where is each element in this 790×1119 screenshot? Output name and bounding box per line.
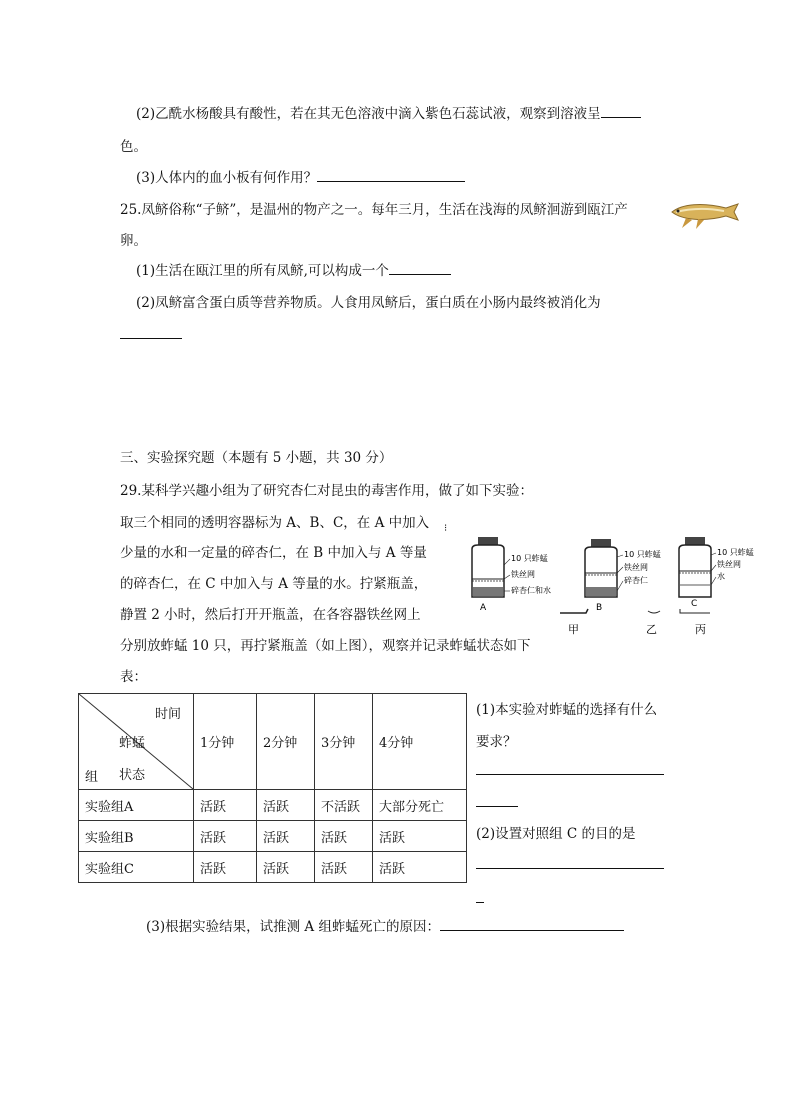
- q29-part3: (3)根据实验结果，试推测 A 组蚱蜢死亡的原因：: [146, 915, 624, 935]
- table-row-group: 实验组A: [79, 790, 194, 821]
- table-cell: 活跃: [315, 852, 373, 883]
- table-row-group: 实验组C: [79, 852, 194, 883]
- corner-state-label: 状态: [119, 768, 146, 783]
- label-b-mesh: 铁丝网: [624, 563, 648, 572]
- jar-c: [679, 537, 716, 597]
- table-cell: 活跃: [257, 852, 315, 883]
- answer-blank[interactable]: [389, 260, 451, 275]
- table-header: 4分钟: [373, 694, 467, 790]
- q29-body-line: 取三个相同的透明容器标为 A、B、C，在 A 中加入: [120, 515, 430, 531]
- label-c-grasshoppers: 10 只蚱蜢: [717, 548, 754, 557]
- results-table: [78, 693, 467, 883]
- caption-jia: 甲: [568, 623, 579, 636]
- table-cell: 活跃: [194, 852, 257, 883]
- experiment-figure: [460, 535, 760, 645]
- table-cell: 活跃: [257, 790, 315, 821]
- q29-body-line: 少量的水和一定量的碎杏仁，在 B 中加入与 A 等量: [120, 545, 427, 561]
- q25-stem-line2: 卵。: [120, 233, 147, 249]
- q29-body-line: 分别放蚱蜢 10 只，再拧紧瓶盖（如上图），观察并记录蚱蜢状态如下: [120, 638, 531, 654]
- table-row: [79, 852, 467, 883]
- label-a-mesh: 铁丝网: [511, 570, 535, 579]
- label-c-mesh: 铁丝网: [717, 560, 741, 569]
- fish-illustration: [668, 198, 740, 230]
- q25-stem-line1: 25.凤鲚俗称“子鲚”，是温州的物产之一。每年三月，生活在浅海的凤鲚洄游到瓯江产: [120, 202, 628, 218]
- section-title: 三、实验探究题（本题有 5 小题，共 30 分）: [120, 450, 393, 466]
- label-c-content: 水: [717, 572, 725, 581]
- table-row: [79, 821, 467, 852]
- q24-part2-line1: (2)乙酰水杨酸具有酸性，若在其无色溶液中滴入紫色石蕊试液，观察到溶液呈: [136, 102, 641, 122]
- corner-group-label: 组: [85, 770, 99, 785]
- q25-part1: (1)生活在瓯江里的所有凤鲚,可以构成一个: [136, 259, 451, 279]
- q25-part2: (2)凤鲚富含蛋白质等营养物质。人食用凤鲚后，蛋白质在小肠内最终被消化为: [136, 295, 601, 311]
- stand-bing: [680, 609, 710, 613]
- table-header: 2分钟: [257, 694, 315, 790]
- jar-b: [585, 539, 623, 597]
- table-row: [79, 790, 467, 821]
- q29-stem: 29.某科学兴趣小组为了研究杏仁对昆虫的毒害作用，做了如下实验：: [120, 483, 533, 499]
- answer-blank[interactable]: [120, 338, 182, 339]
- corner-grasshopper-label: 蚱蜢: [119, 736, 146, 751]
- answer-blank[interactable]: [440, 916, 624, 931]
- label-b-grasshoppers: 10 只蚱蜢: [624, 550, 661, 559]
- table-header-row: [79, 694, 467, 790]
- q24-part3: (3)人体内的血小板有何作用？: [136, 166, 465, 186]
- table-cell: 活跃: [194, 790, 257, 821]
- answer-blank[interactable]: [476, 774, 664, 775]
- q29-side-q1-line2: 要求？: [476, 734, 517, 750]
- q29-side-q1-line1: (1)本实验对蚱蜢的选择有什么: [476, 702, 658, 718]
- q29-body-line: 静置 2 小时，然后打开开瓶盖，在各容器铁丝网上: [120, 607, 421, 623]
- table-header: 3分钟: [315, 694, 373, 790]
- stand-jia: [560, 609, 588, 613]
- figure-mark: ⁝: [444, 523, 448, 534]
- corner-time-label: 时间: [155, 707, 182, 722]
- q29-side-q2: (2)设置对照组 C 的目的是: [476, 826, 636, 842]
- table-row-group: 实验组B: [79, 821, 194, 852]
- caption-bing: 丙: [695, 623, 706, 636]
- table-cell: 活跃: [373, 821, 467, 852]
- jar-letter-c: C: [691, 599, 698, 609]
- table-cell: 活跃: [315, 821, 373, 852]
- answer-blank[interactable]: [476, 868, 664, 869]
- jar-letter-a: A: [480, 603, 487, 613]
- answer-blank[interactable]: [601, 103, 641, 118]
- table-cell: 大部分死亡: [373, 790, 467, 821]
- label-a-grasshoppers: 10 只蚱蜢: [511, 554, 548, 563]
- q29-body-line: 的碎杏仁，在 C 中加入与 A 等量的水。拧紧瓶盖，: [120, 576, 428, 592]
- answer-blank[interactable]: [476, 902, 484, 903]
- table-cell: 活跃: [257, 821, 315, 852]
- table-cell: 不活跃: [315, 790, 373, 821]
- table-corner-cell: [79, 694, 194, 790]
- label-a-content: 碎杏仁和水: [511, 586, 551, 595]
- jar-letter-b: B: [596, 603, 603, 613]
- table-cell: 活跃: [194, 821, 257, 852]
- table-cell: 活跃: [373, 852, 467, 883]
- jar-a: [472, 537, 510, 597]
- answer-blank[interactable]: [317, 167, 465, 182]
- label-b-content: 碎杏仁: [624, 576, 648, 585]
- q29-body-line: 表：: [120, 669, 147, 685]
- table-header: 1分钟: [194, 694, 257, 790]
- answer-blank[interactable]: [476, 806, 518, 807]
- stand-yi: [648, 611, 660, 613]
- caption-yi: 乙: [646, 623, 657, 636]
- q24-part2-line2: 色。: [120, 139, 147, 155]
